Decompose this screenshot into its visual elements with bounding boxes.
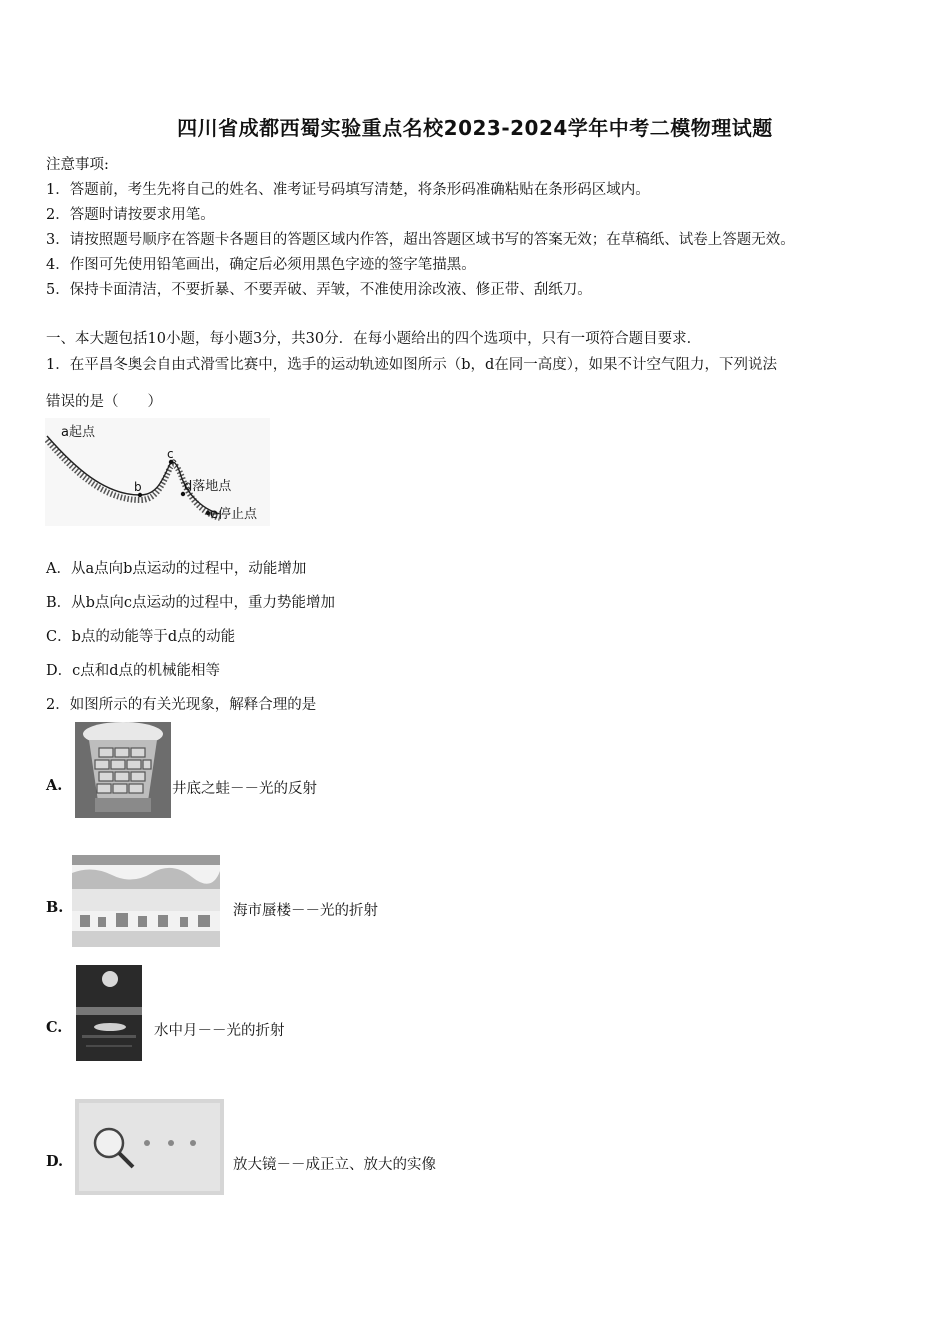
question-1-stem: 1．在平昌冬奥会自由式滑雪比赛中，选手的运动轨迹如图所示（b，d在同一高度），如果不计空气阻力，下列说法: [46, 357, 778, 373]
q2-option-d-text: 放大镜－－成正立、放大的实像: [233, 1157, 436, 1173]
label-e: e停止点: [210, 507, 257, 522]
label-d: d落地点: [184, 479, 232, 494]
section-intro: 一、本大题包括10小题，每小题3分，共30分．在每小题给出的四个选项中，只有一项符合题目要求．: [46, 331, 702, 347]
well-frog-image: [75, 722, 171, 818]
notice-item: 1．答题前，考生先将自己的姓名、准考证号码填写清楚，将条形码准确粘贴在条形码区域内。: [46, 182, 650, 198]
notice-heading: 注意事项:: [46, 157, 109, 173]
notice-item: 3．请按照题号顺序在答题卡各题目的答题区域内作答，超出答题区域书写的答案无效；在草稿纸、试卷上答题无效。: [46, 232, 795, 248]
q1-option-d: D．c点和d点的机械能相等: [46, 663, 221, 679]
q1-option-b: B．从b点向c点运动的过程中，重力势能增加: [46, 595, 336, 611]
label-b: b: [134, 480, 142, 494]
notice-item: 2．答题时请按要求用笔。: [46, 207, 215, 223]
q2-option-d-letter: D.: [46, 1153, 64, 1170]
mirage-image: [72, 855, 220, 947]
moon-water-image: [76, 965, 142, 1061]
question-2-stem: 2．如图所示的有关光现象，解释合理的是: [46, 697, 317, 713]
q2-option-a-text: 井底之蛙－－光的反射: [172, 781, 317, 797]
q2-option-c-letter: C.: [46, 1019, 63, 1036]
ski-trajectory-figure: [45, 418, 270, 526]
label-a: a起点: [61, 425, 95, 440]
question-1-stem-cont: 错误的是（ ）: [46, 394, 162, 410]
q1-option-c: C．b点的动能等于d点的动能: [46, 629, 236, 645]
q1-option-a: A．从a点向b点运动的过程中，动能增加: [46, 561, 307, 577]
label-c: c: [167, 447, 174, 461]
q2-option-b-letter: B.: [46, 899, 64, 916]
magnifier-image: [75, 1099, 224, 1195]
q2-option-a-letter: A.: [46, 777, 63, 794]
notice-item: 4．作图可先使用铅笔画出，确定后必须用黑色字迹的签字笔描黑。: [46, 257, 476, 273]
q2-option-b-text: 海市蜃楼－－光的折射: [233, 903, 378, 919]
notice-item: 5．保持卡面清洁，不要折暴、不要弄破、弄皱，不准使用涂改液、修正带、刮纸刀。: [46, 282, 592, 298]
q2-option-c-text: 水中月－－光的折射: [154, 1023, 285, 1039]
page-title: 四川省成都西蜀实验重点名校2023-2024学年中考二模物理试题: [177, 116, 773, 140]
